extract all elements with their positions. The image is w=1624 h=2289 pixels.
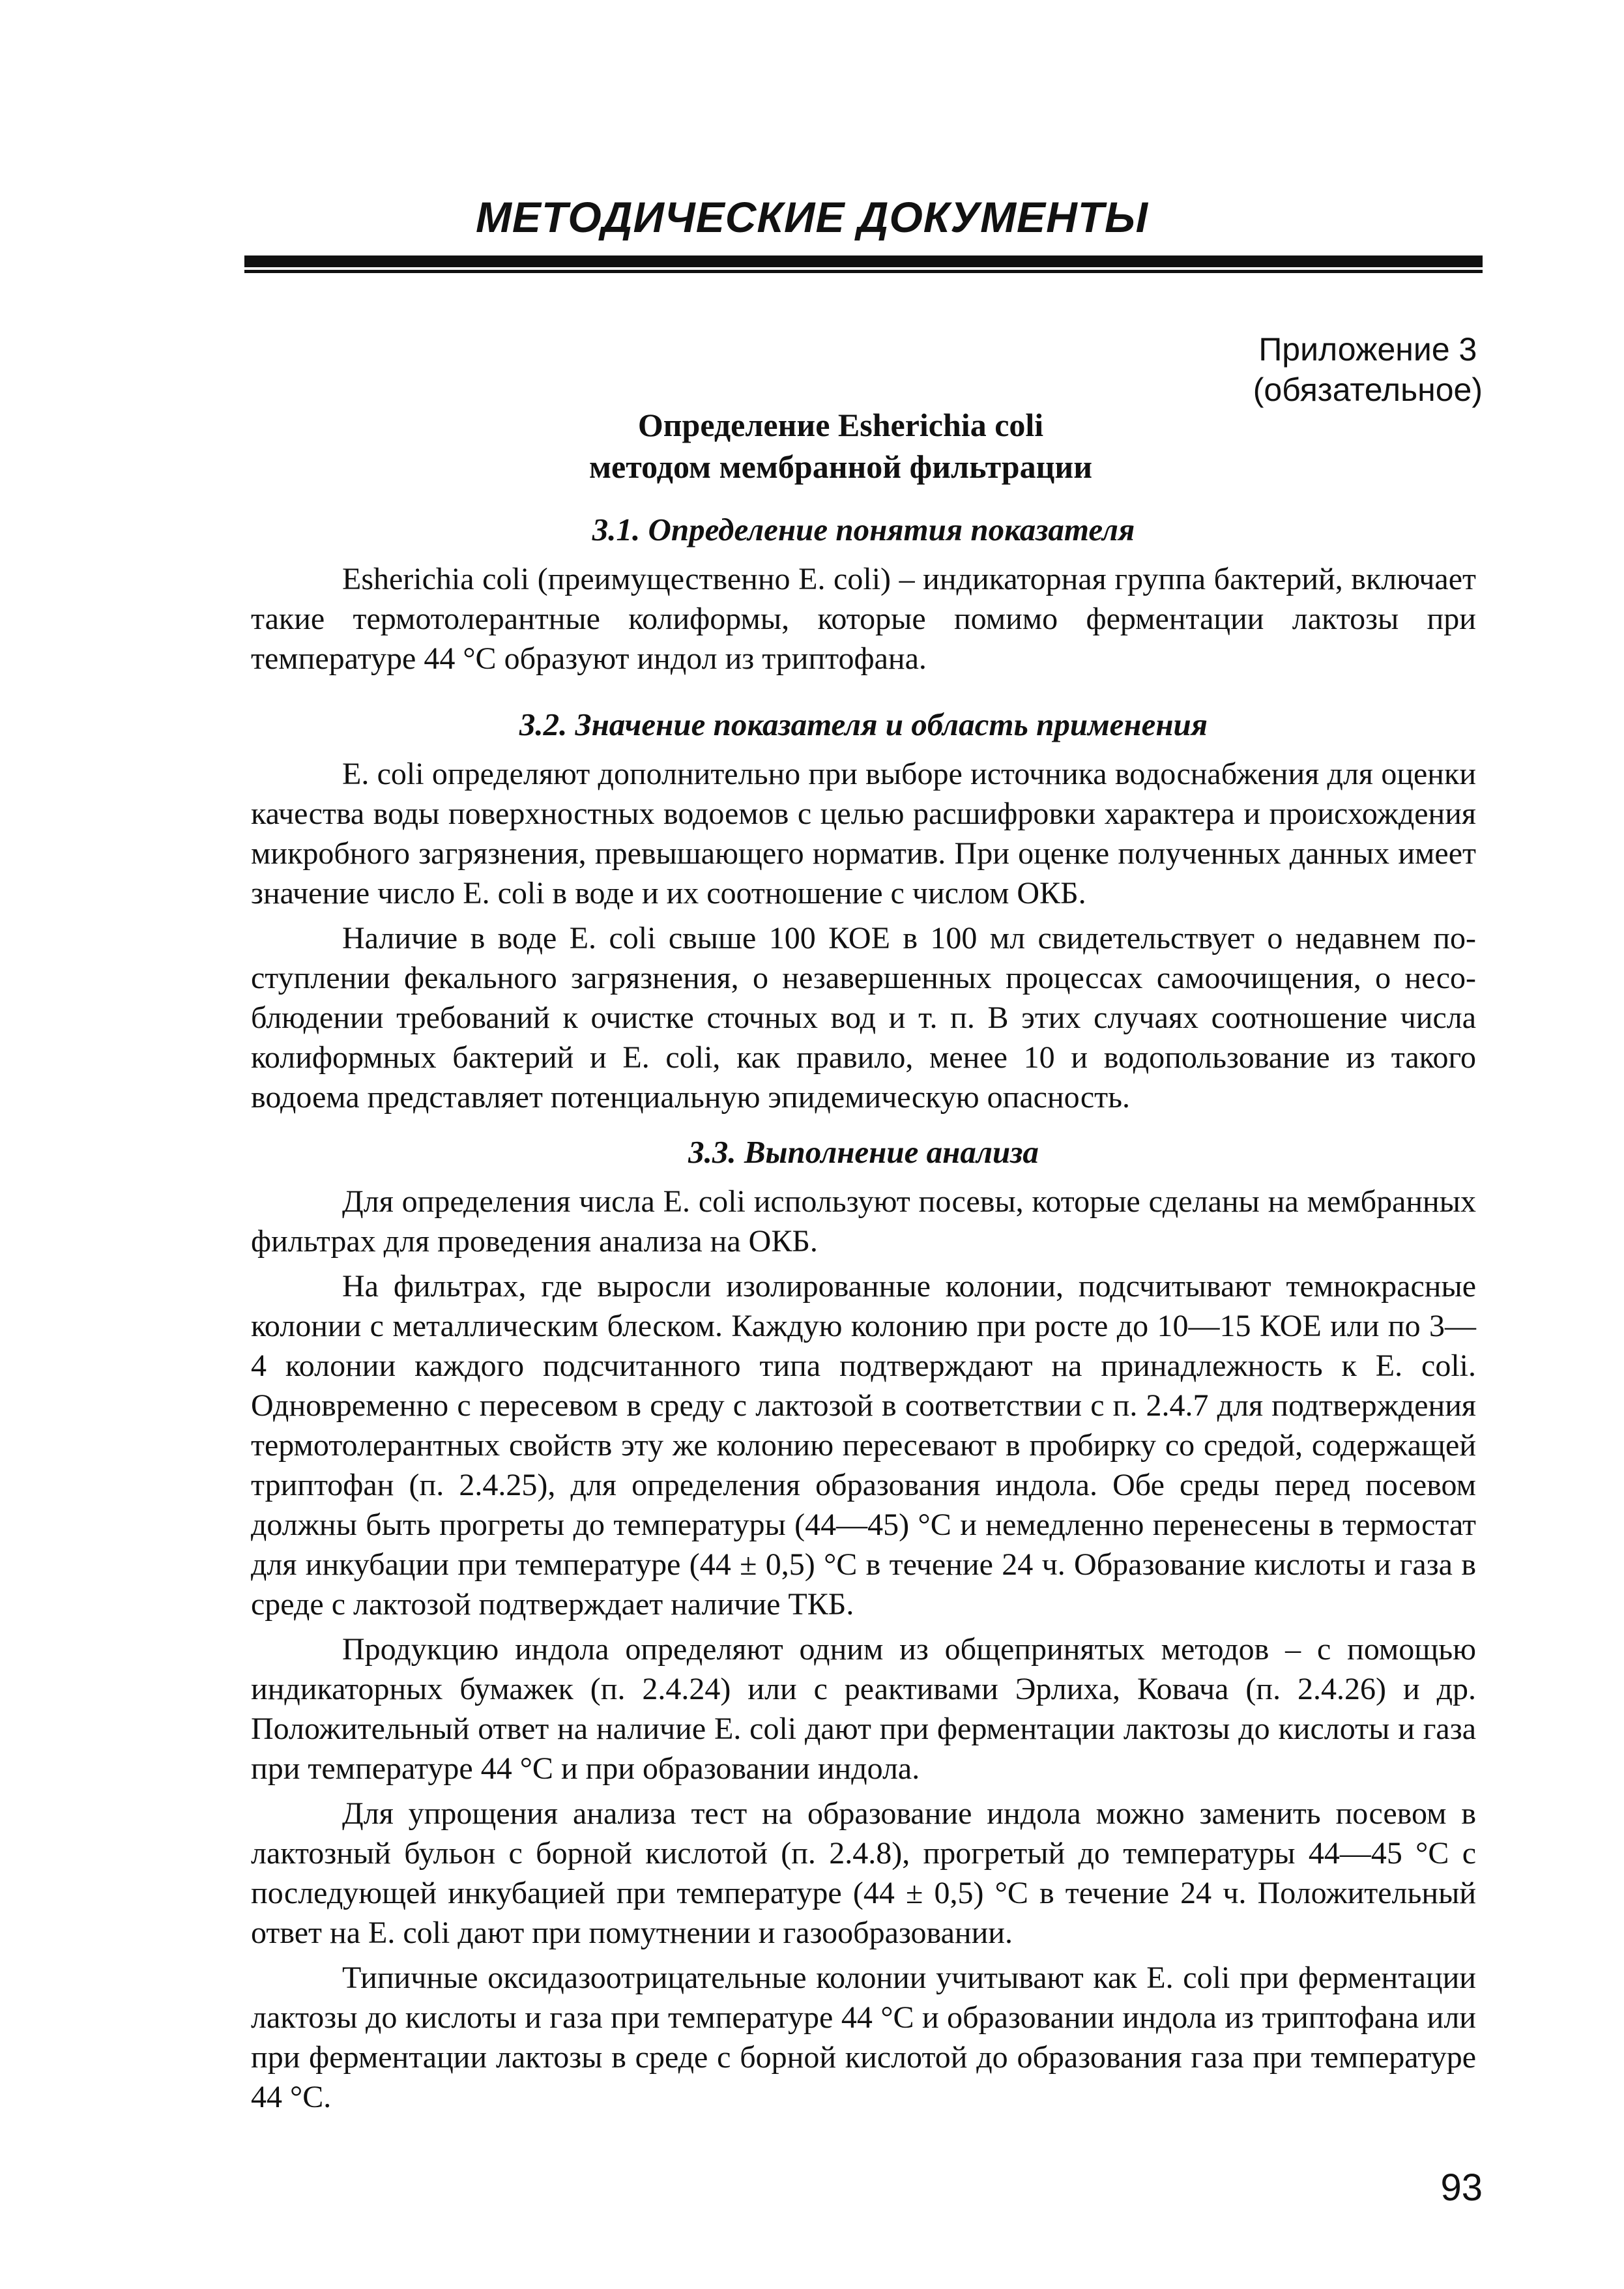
section-heading-3-3: 3.3. Выполнение анализа	[688, 1134, 1039, 1170]
header-rule-thin	[244, 270, 1483, 273]
paragraph: Для определения числа E. coli используют посевы, которые сделаны на мембранных фильтрах для проведения анализа на ОКБ.	[251, 1184, 1476, 1259]
header-rule-thick	[244, 255, 1483, 267]
paragraph: Для упрощения анализа тест на образование индола можно заменить посевом в лактозный бульон с борной кислотой (п. 2.4.8), прогретый до температуры 44—45 °С с последующей инкубацией при температуре (44 ± 0,5) °С в течение 24 ч. Положительный ответ на E. coli дают при помутнении и газообразовании.	[251, 1796, 1476, 1950]
section-body-3-1	[251, 559, 1476, 684]
paragraph: Продукцию индола определяют одним из общепринятых методов – с помощью индикаторных бумажек (п. 2.4.24) или с реактивами Эрлиха, Ковача (п. 2.4.26) и др. Положительный ответ на наличие E. coli дают при ферментации лактозы до кислоты и газа при температуре 44 °С и при образовании индола.	[251, 1632, 1476, 1786]
appendix-status: (обязательное)	[1253, 372, 1483, 408]
section-heading-3-1: 3.1. Определение понятия показателя	[592, 512, 1135, 547]
section-heading-3-2: 3.2. Значение показателя и область применения	[519, 707, 1208, 742]
document-title	[587, 404, 1095, 488]
paragraph: Esherichia coli (преимущественно E. coli) – индикаторная группа бактерий, включает такие термотолерантные колиформы, которые помимо ферментации лактозы при температуре 44 °С образуют индол из триптофана.	[251, 562, 1476, 676]
running-header-title: МЕТОДИЧЕСКИЕ ДОКУМЕНТЫ	[475, 193, 1149, 241]
document-title-line-1: Определение Esherichia coli	[637, 407, 1044, 443]
section-body-3-2	[251, 754, 1476, 1122]
paragraph: E. coli определяют дополнительно при выборе источника водоснабжения для оценки качества воды поверхностных водоемов с целью расшифровки характера и происхождения микробного загрязнения, превышающего норматив. При оценке полученных данных имеет значение число E. coli в воде и их соотношение с числом ОКБ.	[251, 757, 1476, 911]
document-title-line-2: методом мембранной фильтрации	[588, 448, 1093, 485]
appendix-number: Приложение 3	[1258, 331, 1477, 368]
paragraph: На фильтрах, где выросли изолированные колонии, подсчитывают темнокрасные колонии с металлическим блеском. Каждую колонию при росте до 10—15 КОЕ или по 3—4 колонии каждого подсчитанного типа подтверждают на принадлежность к E. coli. Одновременно с пересевом в среду с лактозой в соответствии с п. 2.4.7 для подтверждения термотолерантных свойств эту же колонию пересевают в пробирку со средой, содержащей триптофан (п. 2.4.25), для определения образования индола. Обе среды перед посевом должны быть прогреты до температуры (44—45) °С и немедленно перенесены в термостат для инкубации при температуре (44 ± 0,5) °С в течение 24 ч. Образование кислоты и газа в среде с лактозой подтверждает наличие ТКБ.	[251, 1269, 1476, 1622]
page-number: 93	[1440, 2166, 1483, 2209]
section-body-3-3	[251, 1182, 1476, 2122]
paragraph: Типичные оксидазоотрицательные колонии учитывают как E. coli при ферментации лактозы до кислоты и газа при температуре 44 °С и образовании индола из триптофана или при ферментации лактозы в среде с борной кислотой до образования газа при температуре 44 °С.	[251, 1961, 1476, 2114]
paragraph: Наличие в воде E. coli свыше 100 КОЕ в 100 мл свидетельствует о недавнем поступлении фекального загрязнения, о незавершенных процессах самоочищения, о несоблюдении требований к очистке сточных вод и т. п. В этих случаях соотношение числа колиформных бактерий и E. coli, как правило, менее 10 и водопользование из такого водоема представляет потенциальную эпидемическую опасность.	[251, 921, 1476, 1115]
appendix-label	[1253, 329, 1483, 410]
